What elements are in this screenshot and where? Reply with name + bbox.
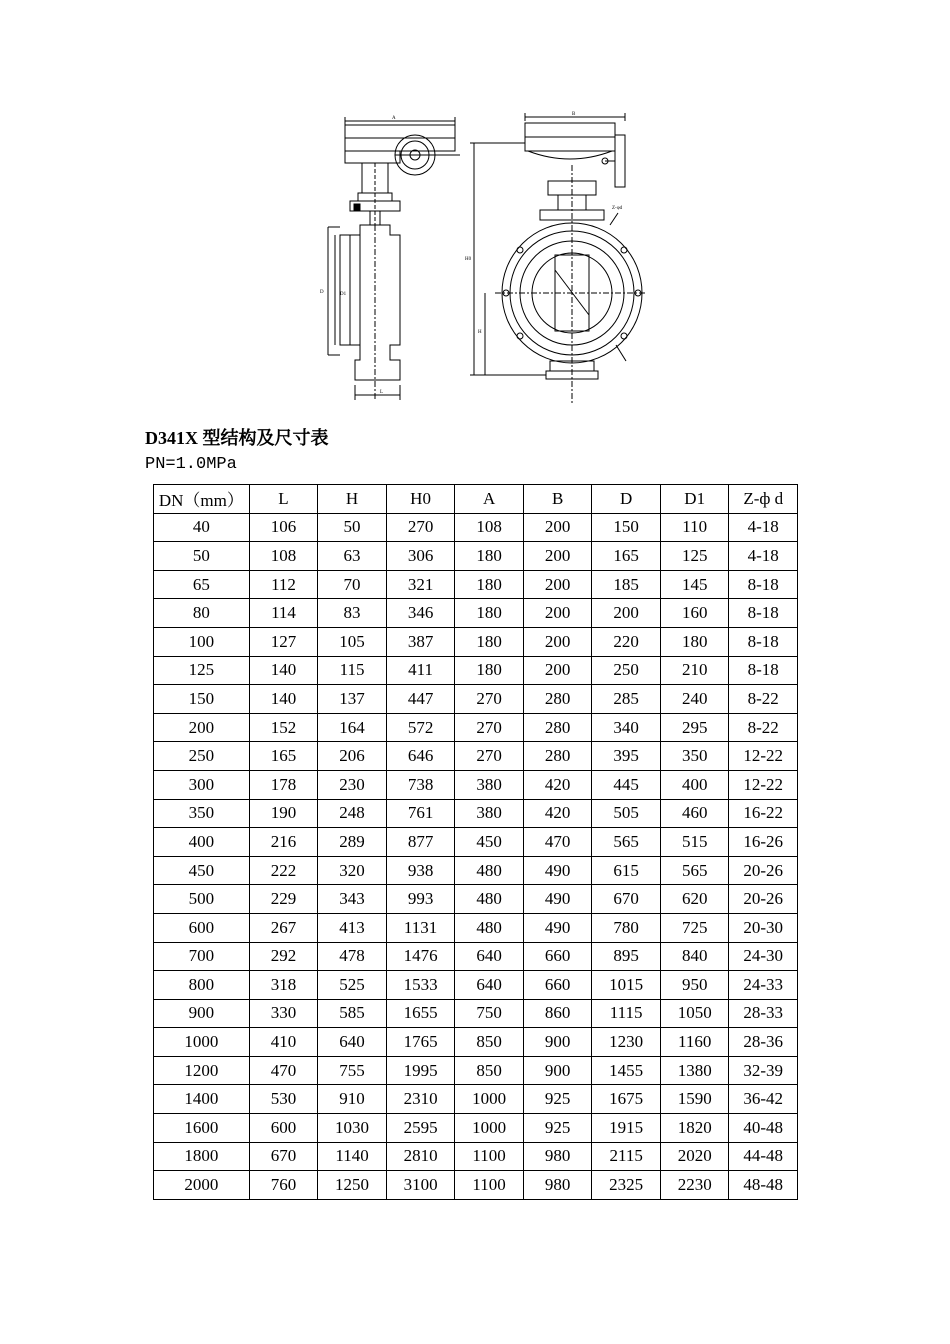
table-header-row (154, 485, 798, 514)
cell-d1: 620 (660, 885, 729, 914)
cell-b: 280 (523, 742, 592, 771)
cell-l: 216 (249, 828, 318, 857)
cell-d: 200 (592, 599, 661, 628)
cell-a: 180 (455, 656, 524, 685)
table-row (154, 685, 798, 714)
cell-z-d: 8-22 (729, 685, 798, 714)
cell-d1: 565 (660, 856, 729, 885)
cell-l: 760 (249, 1171, 318, 1200)
cell-d: 565 (592, 828, 661, 857)
cell-d: 780 (592, 913, 661, 942)
cell-a: 1000 (455, 1114, 524, 1143)
cell-h0: 346 (386, 599, 455, 628)
cell-a: 180 (455, 542, 524, 571)
cell-dn: 450 (154, 856, 250, 885)
cell-l: 112 (249, 570, 318, 599)
cell-dn: 200 (154, 713, 250, 742)
cell-z-d: 48-48 (729, 1171, 798, 1200)
pressure-rating: PN=1.0MPa (145, 455, 237, 474)
cell-dn: 500 (154, 885, 250, 914)
cell-d: 285 (592, 685, 661, 714)
cell-a: 380 (455, 770, 524, 799)
cell-d1: 1380 (660, 1056, 729, 1085)
table-row (154, 1085, 798, 1114)
cell-b: 420 (523, 770, 592, 799)
cell-a: 1100 (455, 1171, 524, 1200)
table-row (154, 1028, 798, 1057)
cell-h0: 993 (386, 885, 455, 914)
cell-d1: 1820 (660, 1114, 729, 1143)
cell-d: 165 (592, 542, 661, 571)
cell-d: 1015 (592, 971, 661, 1000)
cell-d1: 145 (660, 570, 729, 599)
cell-d1: 950 (660, 971, 729, 1000)
cell-z-d: 44-48 (729, 1142, 798, 1171)
table-row (154, 599, 798, 628)
cell-d: 1675 (592, 1085, 661, 1114)
front-view (465, 112, 645, 405)
cell-b: 860 (523, 999, 592, 1028)
cell-h: 50 (318, 513, 387, 542)
label-l: L (380, 390, 384, 395)
table-row (154, 1114, 798, 1143)
cell-a: 480 (455, 913, 524, 942)
cell-l: 106 (249, 513, 318, 542)
cell-dn: 400 (154, 828, 250, 857)
cell-d: 250 (592, 656, 661, 685)
cell-b: 660 (523, 971, 592, 1000)
cell-b: 280 (523, 713, 592, 742)
cell-h: 1140 (318, 1142, 387, 1171)
cell-z-d: 20-30 (729, 913, 798, 942)
cell-d: 615 (592, 856, 661, 885)
cell-d1: 350 (660, 742, 729, 771)
label-h0: H0 (465, 257, 472, 262)
cell-h0: 387 (386, 627, 455, 656)
cell-d1: 240 (660, 685, 729, 714)
cell-dn: 150 (154, 685, 250, 714)
header-d1: D1 (660, 485, 729, 514)
table-row (154, 1056, 798, 1085)
cell-a: 850 (455, 1028, 524, 1057)
cell-b: 200 (523, 627, 592, 656)
cell-h: 248 (318, 799, 387, 828)
cell-h: 525 (318, 971, 387, 1000)
cell-d1: 295 (660, 713, 729, 742)
cell-z-d: 28-36 (729, 1028, 798, 1057)
cell-b: 200 (523, 542, 592, 571)
table-body (154, 513, 798, 1199)
cell-dn: 300 (154, 770, 250, 799)
cell-dn: 1800 (154, 1142, 250, 1171)
cell-h: 83 (318, 599, 387, 628)
cell-h0: 2310 (386, 1085, 455, 1114)
cell-d: 185 (592, 570, 661, 599)
cell-a: 108 (455, 513, 524, 542)
cell-a: 1100 (455, 1142, 524, 1171)
table-row (154, 627, 798, 656)
cell-d1: 1050 (660, 999, 729, 1028)
table-row (154, 513, 798, 542)
cell-dn: 50 (154, 542, 250, 571)
cell-l: 318 (249, 971, 318, 1000)
header-dn: DN（mm） (154, 485, 250, 514)
cell-z-d: 8-18 (729, 627, 798, 656)
cell-d: 505 (592, 799, 661, 828)
cell-d: 895 (592, 942, 661, 971)
cell-d1: 1160 (660, 1028, 729, 1057)
cell-dn: 250 (154, 742, 250, 771)
cell-h: 478 (318, 942, 387, 971)
cell-d: 445 (592, 770, 661, 799)
cell-dn: 1600 (154, 1114, 250, 1143)
cell-d1: 515 (660, 828, 729, 857)
dimension-table (153, 484, 798, 1200)
cell-dn: 100 (154, 627, 250, 656)
cell-b: 200 (523, 599, 592, 628)
cell-b: 490 (523, 885, 592, 914)
cell-d1: 2020 (660, 1142, 729, 1171)
cell-h: 70 (318, 570, 387, 599)
cell-z-d: 32-39 (729, 1056, 798, 1085)
table-row (154, 570, 798, 599)
cell-a: 180 (455, 599, 524, 628)
cell-l: 222 (249, 856, 318, 885)
cell-dn: 700 (154, 942, 250, 971)
cell-z-d: 20-26 (729, 856, 798, 885)
cell-d1: 400 (660, 770, 729, 799)
header-z-d: Z-ф d (729, 485, 798, 514)
cell-l: 190 (249, 799, 318, 828)
cell-a: 640 (455, 971, 524, 1000)
cell-l: 127 (249, 627, 318, 656)
cell-z-d: 8-18 (729, 656, 798, 685)
cell-b: 490 (523, 913, 592, 942)
cell-h0: 938 (386, 856, 455, 885)
table-row (154, 971, 798, 1000)
cell-l: 178 (249, 770, 318, 799)
cell-z-d: 8-18 (729, 570, 798, 599)
cell-h: 164 (318, 713, 387, 742)
cell-d1: 460 (660, 799, 729, 828)
cell-dn: 80 (154, 599, 250, 628)
cell-h0: 646 (386, 742, 455, 771)
cell-z-d: 40-48 (729, 1114, 798, 1143)
cell-h: 343 (318, 885, 387, 914)
table-row (154, 1142, 798, 1171)
cell-h0: 411 (386, 656, 455, 685)
cell-b: 490 (523, 856, 592, 885)
cell-h0: 306 (386, 542, 455, 571)
cell-h: 206 (318, 742, 387, 771)
cell-h: 1250 (318, 1171, 387, 1200)
cell-a: 180 (455, 570, 524, 599)
cell-h0: 1476 (386, 942, 455, 971)
cell-z-d: 4-18 (729, 513, 798, 542)
table-row (154, 828, 798, 857)
table-row (154, 856, 798, 885)
table-row (154, 742, 798, 771)
cell-d1: 125 (660, 542, 729, 571)
cell-a: 450 (455, 828, 524, 857)
cell-d: 220 (592, 627, 661, 656)
cell-z-d: 12-22 (729, 742, 798, 771)
cell-h: 137 (318, 685, 387, 714)
side-view (320, 116, 460, 400)
cell-d: 1455 (592, 1056, 661, 1085)
cell-d: 1115 (592, 999, 661, 1028)
label-h: H (478, 330, 482, 335)
header-h: H (318, 485, 387, 514)
cell-dn: 2000 (154, 1171, 250, 1200)
cell-l: 152 (249, 713, 318, 742)
cell-l: 140 (249, 656, 318, 685)
cell-l: 267 (249, 913, 318, 942)
label-d1: D1 (340, 292, 347, 297)
cell-h0: 877 (386, 828, 455, 857)
cell-z-d: 8-22 (729, 713, 798, 742)
cell-h: 1030 (318, 1114, 387, 1143)
table-row (154, 1171, 798, 1200)
cell-b: 200 (523, 570, 592, 599)
header-h0: H0 (386, 485, 455, 514)
cell-d1: 160 (660, 599, 729, 628)
cell-l: 114 (249, 599, 318, 628)
cell-z-d: 8-18 (729, 599, 798, 628)
table-row (154, 542, 798, 571)
cell-l: 229 (249, 885, 318, 914)
cell-d: 1230 (592, 1028, 661, 1057)
label-zd: Z-φd (612, 206, 623, 211)
cell-d: 1915 (592, 1114, 661, 1143)
cell-d: 2325 (592, 1171, 661, 1200)
cell-h: 755 (318, 1056, 387, 1085)
cell-a: 270 (455, 713, 524, 742)
cell-l: 600 (249, 1114, 318, 1143)
cell-b: 925 (523, 1085, 592, 1114)
cell-d: 340 (592, 713, 661, 742)
cell-l: 292 (249, 942, 318, 971)
valve-drawing (300, 105, 660, 410)
cell-h0: 270 (386, 513, 455, 542)
cell-h: 230 (318, 770, 387, 799)
cell-d1: 180 (660, 627, 729, 656)
cell-l: 470 (249, 1056, 318, 1085)
cell-h0: 1765 (386, 1028, 455, 1057)
cell-l: 330 (249, 999, 318, 1028)
cell-h: 413 (318, 913, 387, 942)
cell-a: 480 (455, 885, 524, 914)
cell-a: 180 (455, 627, 524, 656)
cell-h: 63 (318, 542, 387, 571)
cell-h: 640 (318, 1028, 387, 1057)
cell-a: 750 (455, 999, 524, 1028)
table-row (154, 656, 798, 685)
cell-b: 900 (523, 1028, 592, 1057)
header-l: L (249, 485, 318, 514)
cell-d: 150 (592, 513, 661, 542)
cell-b: 420 (523, 799, 592, 828)
cell-z-d: 28-33 (729, 999, 798, 1028)
header-a: A (455, 485, 524, 514)
cell-h: 320 (318, 856, 387, 885)
table-row (154, 913, 798, 942)
cell-b: 200 (523, 513, 592, 542)
cell-dn: 65 (154, 570, 250, 599)
table-row (154, 942, 798, 971)
cell-h0: 1533 (386, 971, 455, 1000)
cell-a: 480 (455, 856, 524, 885)
cell-h0: 1131 (386, 913, 455, 942)
cell-d1: 110 (660, 513, 729, 542)
cell-z-d: 16-22 (729, 799, 798, 828)
cell-d1: 210 (660, 656, 729, 685)
cell-h0: 321 (386, 570, 455, 599)
table-row (154, 713, 798, 742)
header-d: D (592, 485, 661, 514)
cell-b: 470 (523, 828, 592, 857)
cell-z-d: 24-33 (729, 971, 798, 1000)
cell-h: 585 (318, 999, 387, 1028)
cell-dn: 900 (154, 999, 250, 1028)
cell-dn: 40 (154, 513, 250, 542)
cell-h0: 2810 (386, 1142, 455, 1171)
cell-b: 925 (523, 1114, 592, 1143)
cell-h0: 3100 (386, 1171, 455, 1200)
document-title: D341X 型结构及尺寸表 (145, 428, 329, 448)
cell-d1: 2230 (660, 1171, 729, 1200)
cell-h0: 1655 (386, 999, 455, 1028)
cell-z-d: 12-22 (729, 770, 798, 799)
cell-d: 395 (592, 742, 661, 771)
cell-l: 165 (249, 742, 318, 771)
cell-dn: 350 (154, 799, 250, 828)
cell-dn: 125 (154, 656, 250, 685)
cell-d: 2115 (592, 1142, 661, 1171)
cell-z-d: 24-30 (729, 942, 798, 971)
label-a: A (392, 116, 396, 121)
cell-d: 670 (592, 885, 661, 914)
cell-dn: 800 (154, 971, 250, 1000)
cell-a: 850 (455, 1056, 524, 1085)
cell-h: 910 (318, 1085, 387, 1114)
cell-b: 980 (523, 1142, 592, 1171)
cell-dn: 1400 (154, 1085, 250, 1114)
cell-b: 280 (523, 685, 592, 714)
cell-z-d: 4-18 (729, 542, 798, 571)
cell-a: 380 (455, 799, 524, 828)
cell-a: 640 (455, 942, 524, 971)
cell-b: 900 (523, 1056, 592, 1085)
cell-l: 108 (249, 542, 318, 571)
cell-a: 1000 (455, 1085, 524, 1114)
cell-l: 530 (249, 1085, 318, 1114)
cell-z-d: 16-26 (729, 828, 798, 857)
cell-h0: 1995 (386, 1056, 455, 1085)
cell-b: 980 (523, 1171, 592, 1200)
cell-dn: 600 (154, 913, 250, 942)
cell-h: 115 (318, 656, 387, 685)
cell-l: 140 (249, 685, 318, 714)
cell-l: 410 (249, 1028, 318, 1057)
header-b: B (523, 485, 592, 514)
table-row (154, 885, 798, 914)
cell-d1: 725 (660, 913, 729, 942)
cell-h: 105 (318, 627, 387, 656)
cell-a: 270 (455, 742, 524, 771)
table-row (154, 770, 798, 799)
table-row (154, 799, 798, 828)
cell-h0: 761 (386, 799, 455, 828)
cell-h0: 2595 (386, 1114, 455, 1143)
cell-d1: 1590 (660, 1085, 729, 1114)
cell-d1: 840 (660, 942, 729, 971)
cell-dn: 1200 (154, 1056, 250, 1085)
table-row (154, 999, 798, 1028)
cell-h0: 572 (386, 713, 455, 742)
cell-h0: 447 (386, 685, 455, 714)
cell-h: 289 (318, 828, 387, 857)
cell-l: 670 (249, 1142, 318, 1171)
cell-a: 270 (455, 685, 524, 714)
cell-b: 660 (523, 942, 592, 971)
cell-z-d: 36-42 (729, 1085, 798, 1114)
cell-dn: 1000 (154, 1028, 250, 1057)
label-d: D (320, 290, 324, 295)
cell-z-d: 20-26 (729, 885, 798, 914)
label-b: B (572, 112, 576, 117)
cell-h0: 738 (386, 770, 455, 799)
cell-b: 200 (523, 656, 592, 685)
